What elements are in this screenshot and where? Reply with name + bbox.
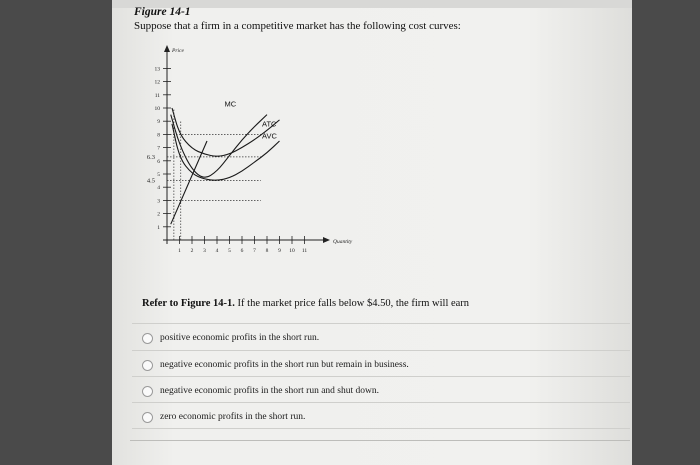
option-label: negative economic profits in the short run and shut down. — [160, 386, 379, 396]
y-tick-label: 13 — [154, 66, 160, 73]
mc-curve-extension — [171, 141, 207, 224]
x-tick-label: 3 — [203, 248, 206, 254]
x-tick-label: 5 — [228, 248, 231, 254]
x-tick-label: 2 — [190, 248, 194, 254]
radio-button[interactable] — [142, 360, 153, 371]
option-label: zero economic profits in the short run. — [160, 412, 306, 422]
avc-label: AVC — [262, 131, 277, 141]
radio-button[interactable] — [142, 386, 153, 397]
y-tick-label: 9 — [157, 119, 160, 126]
y-axis-label: Price — [172, 48, 184, 54]
x-axis-arrow — [323, 237, 330, 243]
option-label: positive economic profits in the short run. — [160, 333, 320, 343]
radio-button[interactable] — [142, 333, 153, 344]
x-tick-label: 6 — [240, 248, 244, 254]
y-tick-label: 10 — [154, 106, 160, 112]
divider — [132, 428, 630, 429]
x-tick-label: 7 — [253, 248, 256, 254]
y-tick-label: 7 — [157, 145, 160, 152]
x-tick-label: 8 — [265, 248, 269, 254]
y-tick-label: 2 — [157, 211, 160, 218]
answer-option-3[interactable] — [142, 383, 379, 399]
divider — [132, 402, 630, 403]
x-tick-label: 10 — [289, 248, 295, 254]
radio-button[interactable] — [142, 412, 153, 423]
y-tick-label: 4 — [157, 185, 160, 192]
y-axis-arrow — [164, 45, 170, 52]
atc-label: ATC — [262, 119, 277, 129]
divider — [132, 376, 630, 377]
y-extra-label: 4.5 — [146, 177, 155, 185]
divider — [130, 440, 630, 441]
x-tick-label: 4 — [215, 248, 219, 254]
option-label: negative economic profits in the short run but remain in business. — [160, 360, 409, 370]
y-tick-label: 1 — [157, 224, 160, 231]
figure-title: Figure 14-1 — [134, 6, 191, 18]
mc-curve — [171, 115, 267, 178]
x-axis-label: Quantity — [333, 239, 353, 245]
answer-option-4[interactable] — [142, 409, 305, 425]
y-tick-label: 12 — [154, 79, 160, 86]
x-tick-label: 1 — [178, 248, 181, 254]
x-tick-label: 11 — [301, 248, 308, 254]
question-prefix: Refer to Figure 14-1. — [142, 298, 235, 309]
x-tick-label: 9 — [278, 248, 281, 254]
divider — [132, 323, 630, 324]
y-tick-label: 3 — [157, 198, 160, 205]
y-extra-label: 6.3 — [146, 153, 155, 161]
question-text — [142, 298, 469, 309]
question-body: If the market price falls below $4.50, the firm will earn — [234, 298, 470, 309]
worksheet — [112, 0, 632, 465]
y-tick-label: 5 — [157, 172, 160, 178]
y-tick-label: 8 — [157, 132, 160, 139]
answer-option-1[interactable] — [142, 330, 319, 346]
mc-label: MC — [224, 99, 237, 109]
divider — [132, 350, 630, 351]
y-tick-label: 11 — [154, 92, 160, 99]
y-tick-label: 6 — [157, 158, 160, 165]
cost-curves-chart — [137, 40, 377, 270]
answer-option-2[interactable] — [142, 357, 409, 373]
figure-subtitle: Suppose that a firm in a competitive market has the following cost curves: — [134, 20, 461, 32]
